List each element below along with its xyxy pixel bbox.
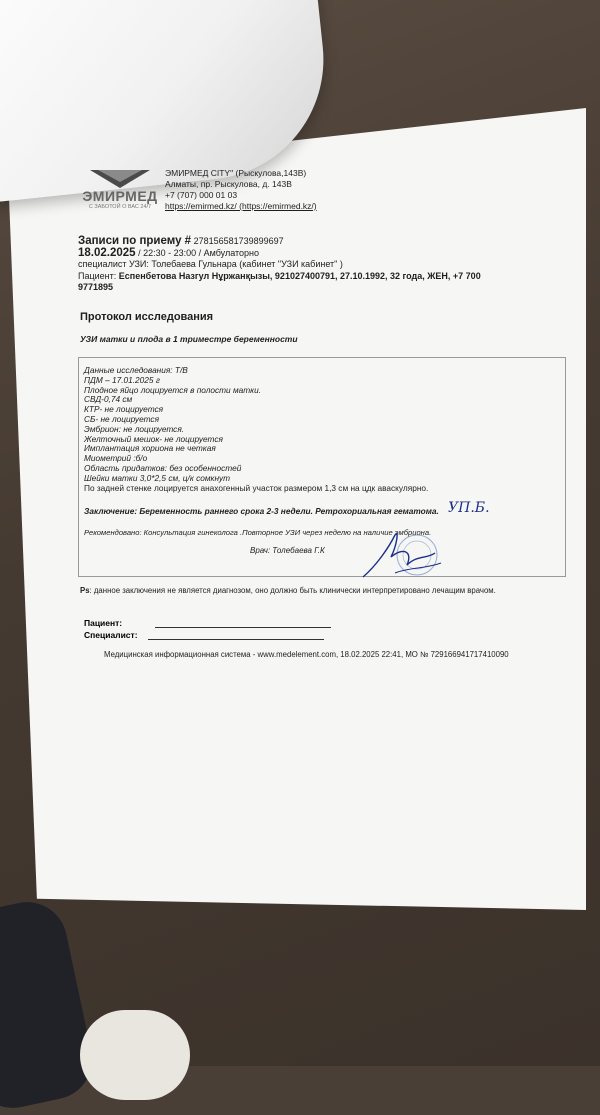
clinic-logo <box>80 170 160 210</box>
specialist-line: специалист УЗИ: Толебаева Гульнара (кабинет "УЗИ кабинет" ) <box>78 259 343 269</box>
finding-line: ПДМ – 17.01.2025 г <box>84 374 160 385</box>
clinic-address: Алматы, пр. Рыскулова, д. 143В <box>165 179 292 189</box>
signature-stamp-icon <box>355 525 465 590</box>
finding-line: Плодное яйцо лоцируется в полости матки. <box>84 384 262 395</box>
specialist-sign-label: Специалист: <box>84 630 138 640</box>
finding-line: Желточный мешок- не лоцируется <box>84 433 223 444</box>
patient-name: Еспенбетова Назгул Нұржанқызы, 921027400791, 27.10.1992, 32 года, ЖЕН, +7 700 <box>118 270 481 281</box>
white-fabric <box>80 1010 190 1100</box>
finding-line: По задней стенке лоцируется анахогенный участок размером 1,3 см на цдк аваскулярно. <box>84 482 429 493</box>
protocol-subtitle: УЗИ матки и плода в 1 триместре беременности <box>80 334 298 344</box>
specialist-sign-line <box>148 639 324 640</box>
specialist-sign-row <box>84 630 324 640</box>
record-number: 278156581739899697 <box>193 236 284 246</box>
logo-name: ЭМИРМЕД <box>82 188 158 204</box>
patient-sign-line <box>155 627 331 628</box>
appointment-time: / 22:30 - 23:00 / Амбулаторно <box>138 247 260 258</box>
recommendation: Рекомендовано: Консультация гинеколога .Повторное УЗИ через неделю на наличие эмбриона. <box>84 528 432 537</box>
conclusion: Заключение: Беременность раннего срока 2-3 недели. Ретрохориальная гематома. <box>84 506 439 516</box>
logo-chevron-icon <box>80 170 160 188</box>
clinic-phone: +7 (707) 000 01 03 <box>165 190 238 200</box>
finding-line: Область придатков: без особенностей <box>84 462 242 473</box>
ps-label: Ps <box>80 586 90 595</box>
patient-label: Пациент: <box>78 270 117 281</box>
patient-phone-cont: 9771895 <box>78 282 114 292</box>
finding-line: Шейки матки 3,0*2,5 см, ц/к сомкнут <box>84 472 231 483</box>
clinic-info <box>165 168 317 212</box>
finding-line: Данные исследования: Т/В <box>84 365 188 375</box>
record-label: Записи по приему # <box>78 235 192 247</box>
finding-line: СВД-0,74 см <box>84 394 133 405</box>
doctor-signature-line: Врач: Толебаева Г.К <box>250 546 325 555</box>
clinic-website-link[interactable]: https://emirmed.kz/ (https://emirmed.kz/) <box>165 201 317 211</box>
patient-sign-row <box>84 618 331 628</box>
finding-line: СБ- не лоцируется <box>84 413 160 424</box>
logo-tagline: С ЗАБОТОЙ О ВАС 24/7 <box>88 204 152 210</box>
appointment-header <box>78 236 518 294</box>
patient-sign-label: Пациент: <box>84 618 123 628</box>
protocol-title: Протокол исследования <box>80 311 214 323</box>
appointment-date: 18.02.2025 <box>78 246 136 259</box>
finding-line: Миометрий :б/о <box>84 453 148 464</box>
finding-line: Имплантация хориона не четкая <box>84 443 216 454</box>
disclaimer-text: : данное заключения не является диагнозом, оно должно быть клинически интерпретировано лечащим врачом. <box>89 586 496 595</box>
footer: Медицинская информационная система - www.medelement.com, 18.02.2025 22:41, МО № 729166941717410090 <box>104 650 509 659</box>
handwritten-note: УП.Б. <box>448 500 490 516</box>
protocol-findings <box>84 366 554 493</box>
disclaimer <box>80 586 540 595</box>
finding-line: Эмбрион: не лоцируется. <box>84 423 185 434</box>
clinic-name: ЭМИРМЕД CITY" (Рыскулова,143В) <box>165 168 307 178</box>
finding-line: КТР- не лоцируется <box>84 404 164 415</box>
